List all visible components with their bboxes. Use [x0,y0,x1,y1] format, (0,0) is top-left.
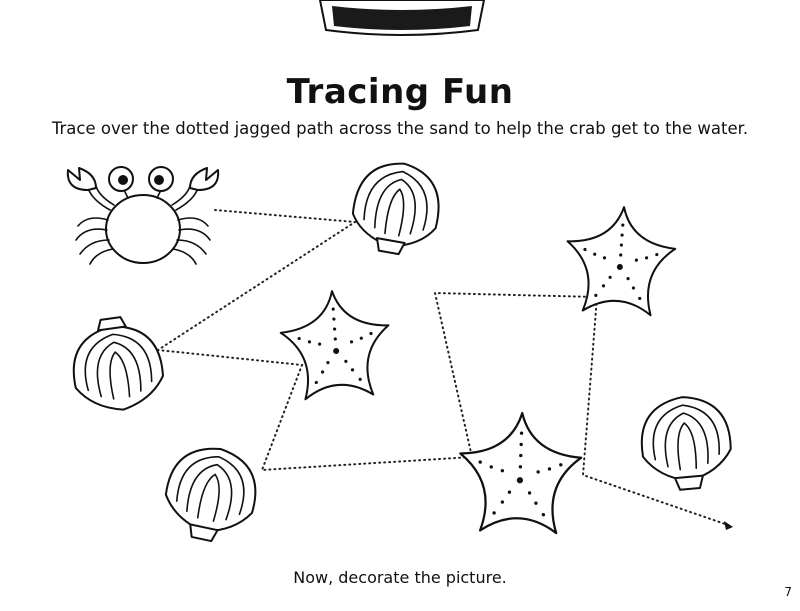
seashell-icon [638,393,734,492]
page-title: Tracing Fun [286,72,514,112]
crab-icon [68,167,218,264]
seashell-icon [67,312,168,415]
starfish-icon [563,203,678,316]
starfish-icon [458,411,583,534]
footer-text: Now, decorate the picture. [293,568,507,587]
page-number: 7 [784,585,792,599]
arrowhead-icon [724,521,733,530]
seashell-icon [158,440,264,548]
seashell-icon [347,156,446,259]
instructions-text: Trace over the dotted jagged path across the sand to help the crab get to the water. [51,119,749,138]
